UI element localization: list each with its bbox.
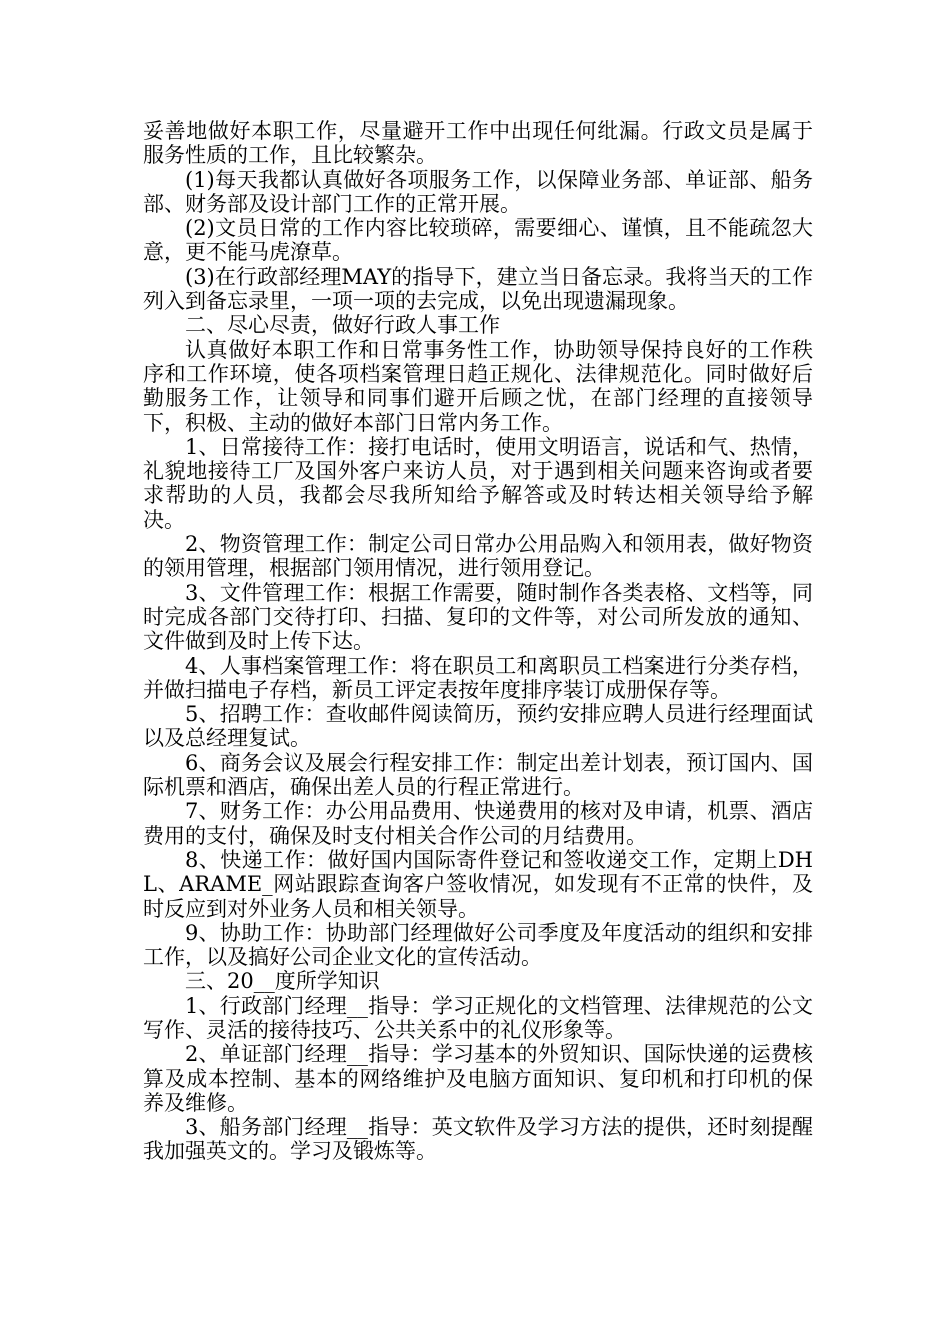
paragraph-item-3: (3)在行政部经理MAY的指导下，建立当日备忘录。我将当天的工作列入到备忘录里，一项一项的去完成，以免出现遗漏现象。 [143,264,813,314]
list-item-recruitment: 5、招聘工作：查收邮件阅读简历，预约安排应聘人员进行经理面试以及总经理复试。 [143,702,813,751]
list-item-documentation-guidance: 2、单证部门经理__指导：学习基本的外贸知识、国际快递的运费核算及成本控制、基本的网络维护及电脑方面知识、复印机和打印机的保养及维修。 [143,1042,813,1115]
list-item-assistance: 9、协助工作：协助部门经理做好公司季度及年度活动的组织和安排工作，以及搞好公司企业文化的宣传活动。 [143,920,813,970]
list-item-business-travel: 6、商务会议及展会行程安排工作：制定出差计划表，预订国内、国际机票和酒店，确保出差人员的行程正常进行。 [143,750,813,800]
list-item-courier: 8、快递工作：做好国内国际寄件登记和签收递交工作，定期上DHL、ARAME_网站跟踪查询客户签收情况，如发现有不正常的快件，及时反应到对外业务人员和相关领导。 [143,847,813,921]
list-item-reception: 1、日常接待工作：接打电话时，使用文明语言，说话和气、热情，礼貌地接待工厂及国外客户来访人员，对于遇到相关问题来咨询或者要求帮助的人员，我都会尽我所知给予解答或及时转达相关领导给予解决。 [143,434,813,532]
list-item-finance: 7、财务工作：办公用品费用、快递费用的核对及申请，机票、酒店费用的支付，确保及时支付相关合作公司的月结费用。 [143,799,813,848]
paragraph-continuation: 妥善地做好本职工作，尽量避开工作中出现任何纰漏。行政文员是属于服务性质的工作，且比较繁杂。 [143,119,813,168]
list-item-admin-guidance: 1、行政部门经理__指导：学习正规化的文档管理、法律规范的公文写作、灵活的接待技巧、公共关系中的礼仪形象等。 [143,993,813,1042]
list-item-supplies: 2、物资管理工作：制定公司日常办公用品购入和领用表，做好物资的领用管理，根据部门领用情况，进行领用登记。 [143,532,813,581]
section-intro-paragraph: 认真做好本职工作和日常事务性工作，协助领导保持良好的工作秩序和工作环境，使各项档案管理日趋正规化、法律规范化。同时做好后勤服务工作，让领导和同事们避开后顾之忧，在部门经理的直接领导下，积极、主动的做好本部门日常内务工作。 [143,337,813,435]
document-body [143,119,813,1164]
list-item-documents: 3、文件管理工作：根据工作需要，随时制作各类表格、文档等，同时完成各部门交待打印、扫描、复印的文件等，对公司所发放的通知、文件做到及时上传下达。 [143,580,813,654]
section-heading-2: 二、尽心尽责，做好行政人事工作 [185,313,500,338]
list-item-shipping-guidance: 3、船务部门经理__指导：英文软件及学习方法的提供，还时刻提醒我加强英文的。学习及锻炼等。 [143,1115,813,1164]
section-heading-3: 三、20__度所学知识 [185,969,380,994]
list-item-personnel-files: 4、人事档案管理工作：将在职员工和离职员工档案进行分类存档，并做扫描电子存档，新员工评定表按年度排序装订成册保存等。 [143,653,813,702]
paragraph-item-2: (2)文员日常的工作内容比较琐碎，需要细心、谨慎，且不能疏忽大意，更不能马虎潦草。 [143,216,813,265]
paragraph-item-1: (1)每天我都认真做好各项服务工作，以保障业务部、单证部、船务部、财务部及设计部门工作的正常开展。 [143,167,813,216]
